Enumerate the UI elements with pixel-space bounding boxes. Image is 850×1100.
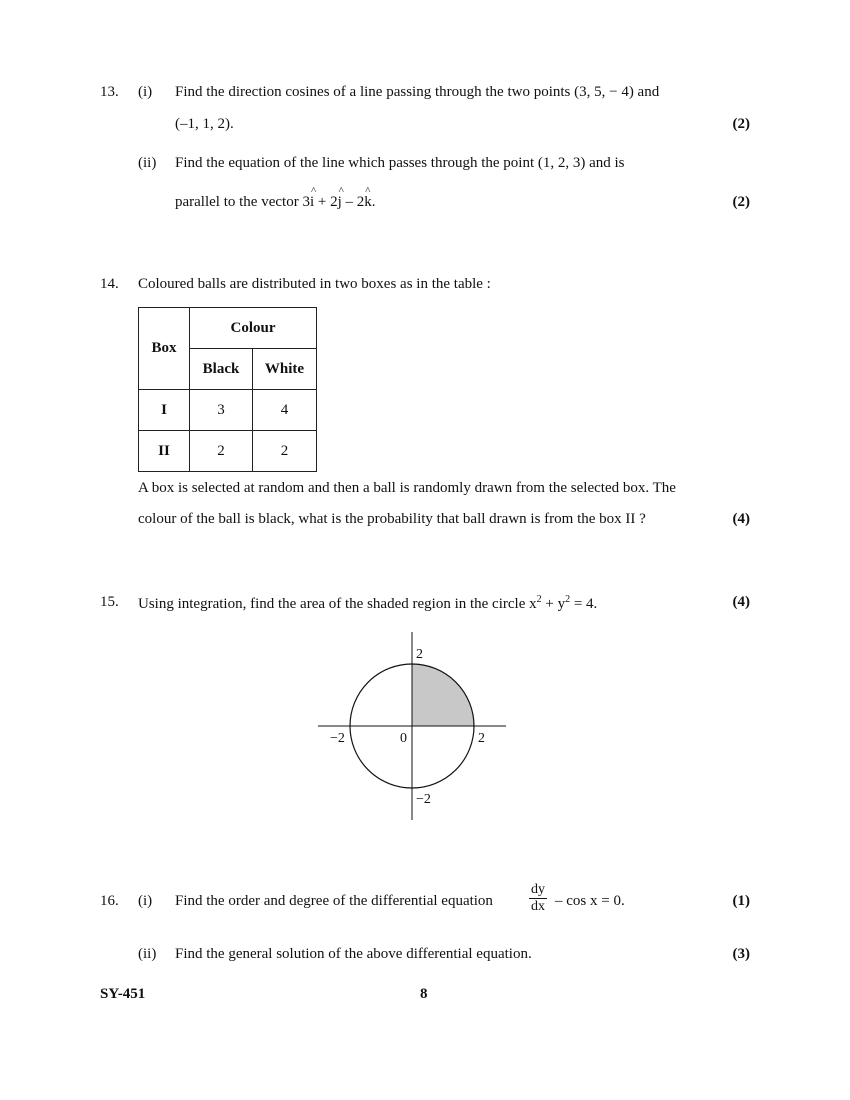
- q16-part-ii-label: (ii): [138, 946, 157, 962]
- q15-eq-end: = 4.: [570, 596, 598, 612]
- q13-part-i-marks: (2): [732, 116, 750, 132]
- q13-part-i-line2: (–1, 1, 2).: [175, 116, 234, 132]
- q14-intro: Coloured balls are distributed in two boxes as in the table :: [138, 276, 491, 292]
- q15-eq-mid: + y: [541, 596, 566, 612]
- label-origin: 0: [400, 731, 407, 746]
- question-13-number: 13.: [100, 84, 119, 100]
- question-16-number: 16.: [100, 893, 119, 909]
- table-header-colour: Colour: [190, 308, 317, 349]
- vector-end: .: [371, 194, 376, 210]
- vector-plus: + 2: [314, 194, 338, 210]
- table-row: [139, 390, 317, 431]
- q13-part-ii-line1: Find the equation of the line which passes through the point (1, 2, 3) and is: [175, 155, 625, 171]
- q14-line1: A box is selected at random and then a ball is randomly drawn from the selected box. The: [138, 480, 676, 496]
- label-left: −2: [330, 731, 345, 746]
- paper-code: SY-451: [100, 986, 146, 1002]
- vector-minus: – 2: [341, 194, 365, 210]
- unit-vector-j: ^ j: [338, 194, 342, 211]
- table-row: [139, 431, 317, 472]
- q13-part-i-line1: Find the direction cosines of a line passing through the two points (3, 5, − 4) and: [175, 84, 660, 100]
- balls-table: [138, 307, 317, 472]
- table-cell-box: I: [139, 390, 190, 431]
- table-header-white: White: [253, 349, 317, 390]
- q15-text: [138, 594, 597, 613]
- q15-marks: (4): [732, 594, 750, 610]
- q14-line2: colour of the ball is black, what is the probability that ball drawn is from the box II ?: [138, 511, 646, 527]
- q16-part-i-marks: (1): [732, 893, 750, 909]
- q13-part-ii-line2: [175, 194, 376, 211]
- q15-sup-2: 2: [565, 594, 571, 605]
- q16-part-i-rest: – cos x = 0.: [555, 893, 625, 909]
- q13-part-ii-marks: (2): [732, 194, 750, 210]
- q15-sup-1: 2: [536, 594, 542, 605]
- fraction-numerator: dy: [531, 882, 545, 897]
- q13-part-i-label: (i): [138, 84, 153, 100]
- table-cell-black: 3: [190, 390, 253, 431]
- label-right: 2: [478, 731, 485, 746]
- table-cell-white: 2: [253, 431, 317, 472]
- q15-text-main: Using integration, find the area of the shaded region in the circle x: [138, 596, 537, 612]
- page-number: 8: [420, 986, 428, 1002]
- q16-part-i-text: Find the order and degree of the differential equation: [175, 893, 493, 909]
- q16-part-ii-text: Find the general solution of the above differential equation.: [175, 946, 532, 962]
- table-header-box: Box: [139, 308, 190, 390]
- table-cell-box: II: [139, 431, 190, 472]
- shaded-region: [412, 664, 474, 726]
- unit-vector-k: ^ k: [364, 194, 372, 211]
- label-top: 2: [416, 647, 423, 662]
- derivative-fraction: [526, 882, 550, 915]
- q13-part-ii-label: (ii): [138, 155, 157, 171]
- question-15-number: 15.: [100, 594, 119, 610]
- table-cell-black: 2: [190, 431, 253, 472]
- vector-prefix: parallel to the vector 3: [175, 194, 310, 210]
- table-header-black: Black: [190, 349, 253, 390]
- dy-dx-fraction: [529, 882, 547, 915]
- unit-vector-i: ^ i: [310, 194, 314, 211]
- q14-marks: (4): [732, 511, 750, 527]
- fraction-denominator: dx: [531, 899, 545, 914]
- table-cell-white: 4: [253, 390, 317, 431]
- question-14-number: 14.: [100, 276, 119, 292]
- q16-part-ii-marks: (3): [732, 946, 750, 962]
- label-bottom: −2: [416, 792, 431, 807]
- q16-part-i-label: (i): [138, 893, 153, 909]
- circle-outline: [350, 664, 474, 788]
